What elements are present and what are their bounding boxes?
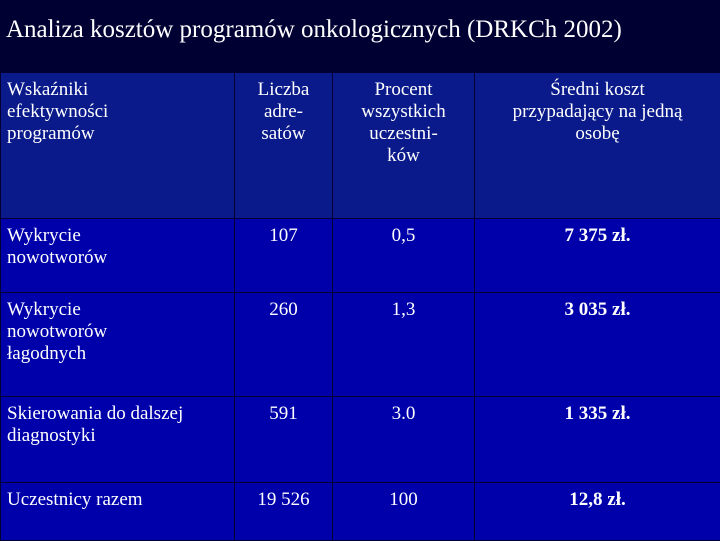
cost-cell: 7 375 zł. bbox=[475, 219, 720, 293]
percent-cell: 100 bbox=[333, 483, 475, 541]
header-percent bbox=[333, 73, 475, 219]
header-line: ków bbox=[387, 145, 420, 166]
percent-cell: 0,5 bbox=[333, 219, 475, 293]
header-line: uczestni- bbox=[369, 123, 438, 144]
header-line: efektywności bbox=[7, 101, 108, 122]
header-line: Średni koszt bbox=[550, 79, 644, 100]
row-label-line: diagnostyki bbox=[7, 425, 96, 446]
row-label-line: Skierowania do dalszej bbox=[7, 403, 183, 424]
row-label bbox=[1, 483, 235, 541]
cost-analysis-table bbox=[0, 72, 720, 541]
percent-cell: 1,3 bbox=[333, 293, 475, 397]
table-row bbox=[1, 219, 720, 293]
row-label-line: Wykrycie bbox=[7, 299, 81, 320]
header-line: Wskaźniki bbox=[7, 79, 88, 100]
header-line: osobę bbox=[575, 123, 619, 144]
header-line: Procent bbox=[374, 79, 432, 100]
header-line: Liczba bbox=[258, 79, 310, 100]
header-avg-cost bbox=[475, 73, 720, 219]
row-label-line: łagodnych bbox=[7, 343, 86, 364]
table-row bbox=[1, 397, 720, 483]
percent-cell: 3.0 bbox=[333, 397, 475, 483]
cost-cell: 1 335 zł. bbox=[475, 397, 720, 483]
header-line: adre- bbox=[264, 101, 303, 122]
row-label bbox=[1, 397, 235, 483]
row-label bbox=[1, 219, 235, 293]
header-line: programów bbox=[7, 123, 95, 144]
header-line: przypadający na jedną bbox=[513, 101, 683, 122]
slide-title: Analiza kosztów programów onkologicznych (DRKCh 2002) bbox=[0, 0, 720, 72]
header-count bbox=[235, 73, 333, 219]
cost-cell: 12,8 zł. bbox=[475, 483, 720, 541]
table-header-row bbox=[1, 73, 720, 219]
row-label bbox=[1, 293, 235, 397]
row-label-line: nowotworów bbox=[7, 247, 107, 268]
table-row bbox=[1, 293, 720, 397]
row-label-line: nowotworów bbox=[7, 321, 107, 342]
count-cell: 591 bbox=[235, 397, 333, 483]
header-line: wszystkich bbox=[361, 101, 445, 122]
count-cell: 260 bbox=[235, 293, 333, 397]
header-line: satów bbox=[261, 123, 305, 144]
cost-cell: 3 035 zł. bbox=[475, 293, 720, 397]
count-cell: 107 bbox=[235, 219, 333, 293]
row-label-line: Wykrycie bbox=[7, 225, 81, 246]
row-label-line: Uczestnicy razem bbox=[7, 489, 143, 510]
table-row bbox=[1, 483, 720, 541]
header-indicators bbox=[1, 73, 235, 219]
count-cell: 19 526 bbox=[235, 483, 333, 541]
